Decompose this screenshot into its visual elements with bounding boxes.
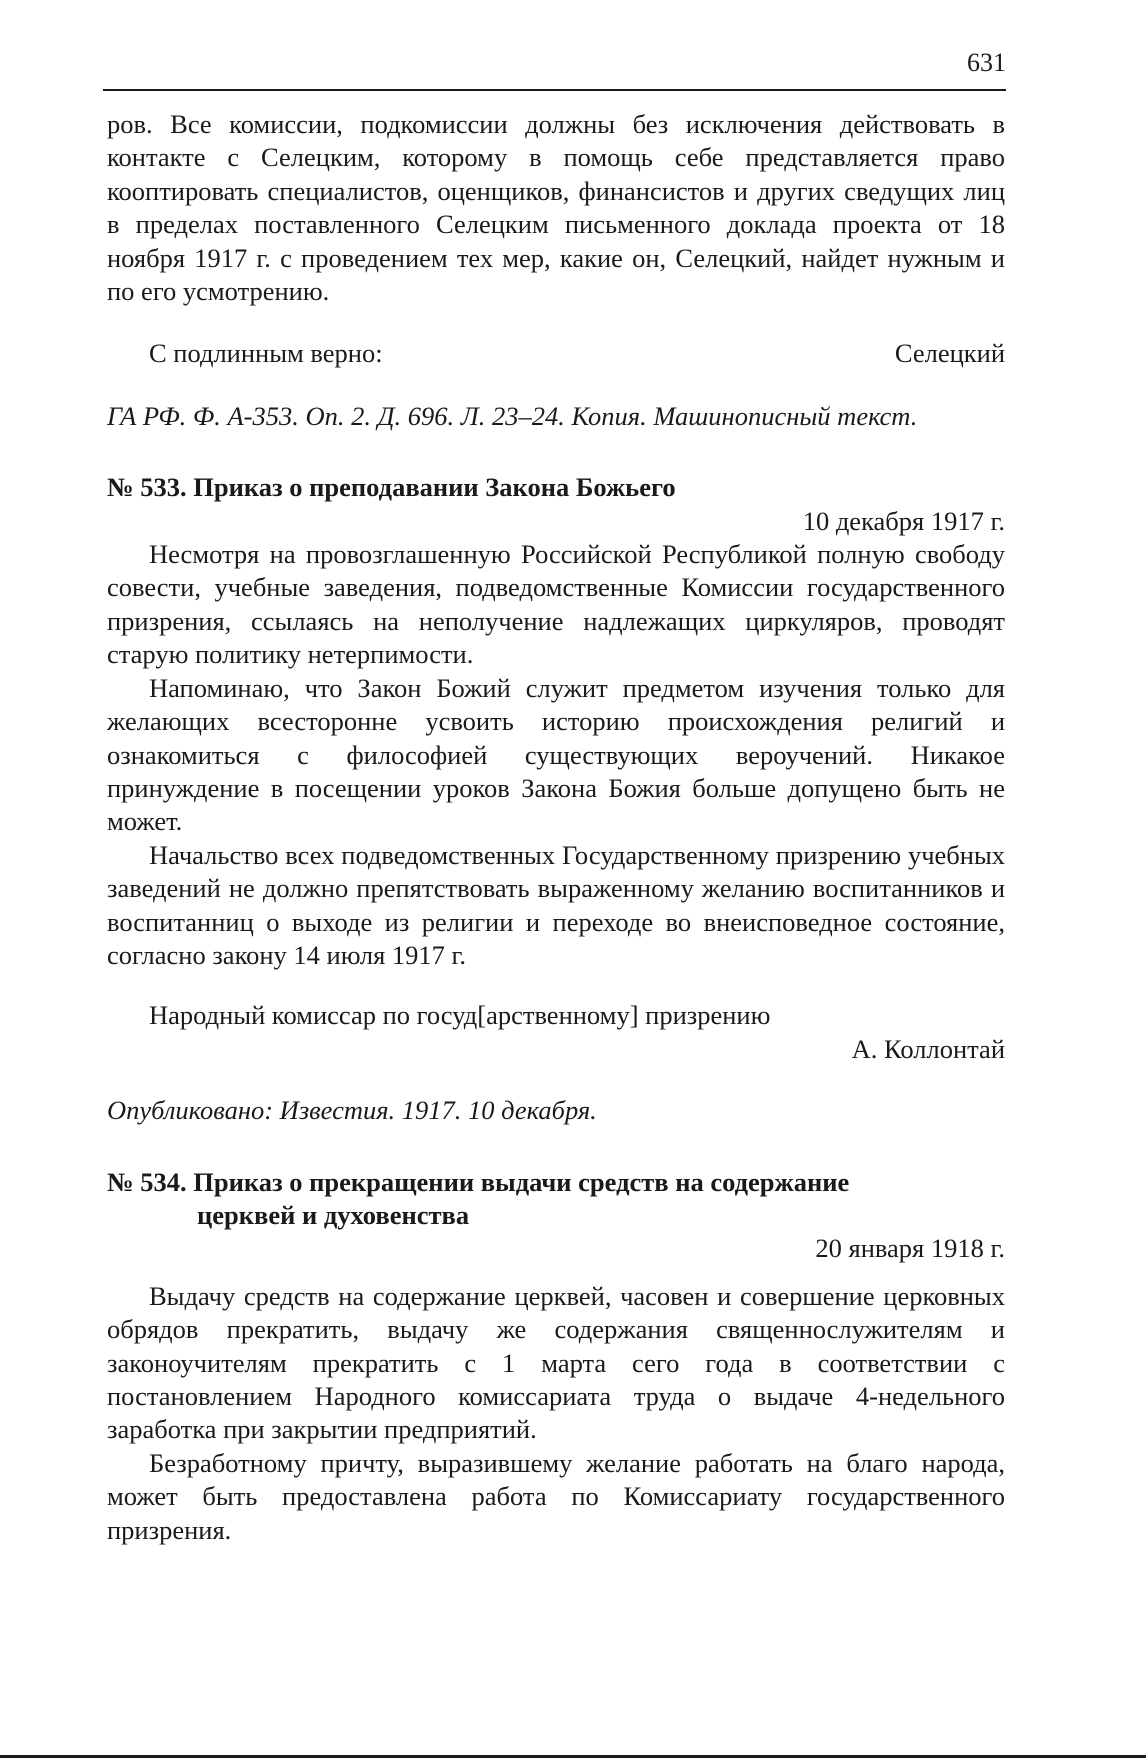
doc-534-heading-line-2: церквей и духовенства: [197, 1199, 470, 1230]
doc-533-paragraph-3: Начальство всех подведомственных Государственному призрению учебных заведений не должно препятствовать выраженному желанию воспитанников и воспитанниц о выходе из религии и переходе во внеисповедное состояние, согласно закону 14 июля 1917 г.: [107, 839, 1005, 970]
certified-name: Селецкий: [894, 338, 1005, 369]
header-rule: [103, 89, 1006, 91]
certified-label: С подлинным верно:: [149, 338, 383, 369]
doc-534-heading: [107, 1166, 1005, 1233]
certification-line: [107, 337, 1005, 370]
publication-source: Опубликовано: Известия. 1917. 10 декабря.: [107, 1095, 597, 1126]
archival-source: ГА РФ. Ф. А-353. Оп. 2. Д. 696. Л. 23–24. Копия. Машинописный текст.: [107, 400, 918, 431]
doc-534-heading-line-1: № 534. Приказ о прекращении выдачи средств на содержание: [107, 1166, 850, 1197]
doc-533-paragraph-1: Несмотря на провозглашенную Российской Республикой полную свободу совести, учебные заведения, подведомственные Комиссии государственного призрения, ссылаясь на неполучение надлежащих циркуляров, проводят старую политику нетерпимости.: [107, 539, 1005, 670]
page-content: [107, 108, 1005, 1547]
doc-533-signer-name: А. Коллонтай: [851, 1033, 1005, 1064]
intro-paragraph: ров. Все комиссии, подкомиссии должны без исключения действовать в контакте с Селецким, которому в помощь себе представляется право кооптировать специалистов, оценщиков, финансистов и других сведущих лиц в пределах поставленного Селецким письменного доклада проекта от 18 ноября 1917 г. с проведением тех мер, какие он, Селецкий, найдет нужным и по его усмотрению.: [107, 109, 1005, 307]
doc-533-signer-title: Народный комиссар по госуд[арственному] призрению: [149, 1000, 771, 1031]
doc-534-date: 20 января 1918 г.: [815, 1233, 1005, 1264]
doc-533-paragraph-2: Напоминаю, что Закон Божий служит предметом изучения только для желающих всесторонне усвоить историю происхождения религий и ознакомиться с философией существующих вероучений. Никакое принуждение в посещении уроков Закона Божия больше допущено быть не может.: [107, 672, 1005, 837]
doc-533-heading: № 533. Приказ о преподавании Закона Божьего: [107, 472, 676, 503]
doc-534-paragraph-2: Безработному причту, выразившему желание работать на благо народа, может быть предоставлена работа по Комиссариату государственного призрения.: [107, 1447, 1005, 1545]
doc-533-date: 10 декабря 1917 г.: [802, 505, 1005, 536]
doc-534-paragraph-1: Выдачу средств на содержание церквей, часовен и совершение церковных обрядов прекратить, выдачу же содержания священнослужителям и законоучителям прекратить с 1 марта сего года в соответствии с постановлением Народного комиссариата труда о выдаче 4-недельного заработка при закрытии предприятий.: [107, 1280, 1005, 1445]
page-number: 631: [967, 48, 1006, 77]
